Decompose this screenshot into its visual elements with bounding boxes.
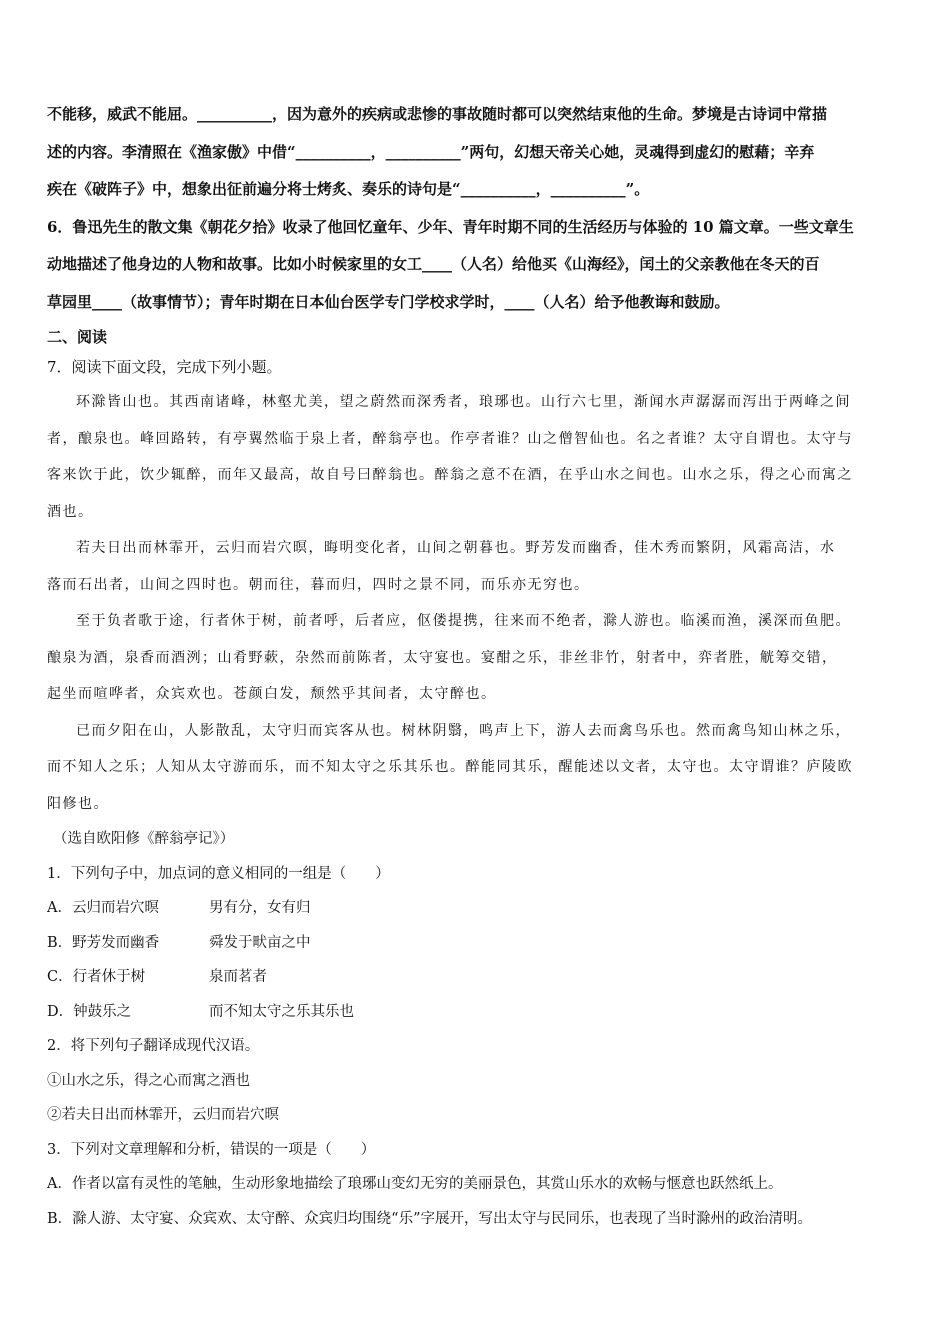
question-stem: 2．将下列句子翻译成现代汉语。 [47,1038,260,1054]
q7-intro: 7．阅读下面文段，完成下列小题。 [47,358,282,376]
option-pair: 舜发于畎亩之中 [209,934,311,951]
translate-item: ②若夫日出而林霏开，云归而岩穴暝 [47,1107,279,1123]
text-line: 不能移，威武不能屈。__________，因为意外的疾病或悲惨的事故随时都可以突然结束他的生命。梦境是古诗词中常描 [47,105,828,123]
option-d [47,995,913,1030]
text-line: 而不知人之乐；人知从太守游而乐，而不知太守之乐其乐也。醉能同其乐，醒能述以文者，太守也。太守谓谁？庐陵欧 [47,759,853,775]
text-line: 酒也。 [47,503,94,520]
text-line: 述的内容。李清照在《渔家傲》中借“__________，__________”两句，幻想天帝关心她，灵魂得到虚幻的慰藉；辛弃 [47,142,815,161]
text-line: 起坐而喧哗者，众宾欢也。苍颜白发，颓然乎其间者，太守醉也。 [47,686,497,702]
text-line: 环滁皆山也。其西南诸峰，林壑尤美，望之蔚然而深秀者，琅琊也。山行六七里，渐闻水声潺潺而泻出于两峰之间 [76,394,851,410]
text-line: 动地描述了他身边的人物和故事。比如小时候家里的女工____（人名）给他买《山海经》，闰土的父亲教他在冬天的百 [47,255,820,273]
option-text: C．行者休于树 [47,969,146,985]
option-a [47,891,913,926]
text-line: 客来饮于此，饮少辄醉，而年又最高，故自号曰醉翁也。醉翁之意不在酒，在乎山水之间也。山水之乐，得之心而寓之 [47,467,853,483]
passage-paragraph [47,713,913,823]
text-line: 疾在《破阵子》中，想象出征前遍分将士烤炙、奏乐的诗句是“__________，__________”。 [47,180,650,198]
option-pair: 而不知太守之乐其乐也 [209,1003,354,1020]
text-line: 草园里____（故事情节）；青年时期在日本仙台医学专门学校求学时，____（人名）给予他教诲和鼓励。 [47,292,730,311]
sub-question-2 [47,1029,913,1133]
question-6 [47,209,913,322]
question-stem: 3．下列对文章理解和分析，错误的一项是（ ） [47,1141,376,1158]
option-text: B．野芳发而幽香 [47,934,160,951]
passage [47,384,913,822]
translate-item: ①山水之乐，得之心而寓之酒也 [47,1072,250,1089]
option-pair: 男有分，女有归 [209,900,311,916]
option-text: D．钟鼓乐之 [47,1003,132,1020]
section-title: 二、阅读 [47,328,108,346]
question-stem: 1．下列句子中，加点词的意义相同的一组是（ ） [47,865,390,882]
q5-continuation [47,96,913,209]
passage-paragraph [47,603,913,713]
text-line: 者，酿泉也。峰回路转，有亭翼然临于泉上者，醉翁亭也。作亭者谁？山之僧智仙也。名之者谁？太守自谓也。太守与 [47,430,853,447]
text-line: 酿泉为酒，泉香而酒洌；山肴野蔌，杂然而前陈者，太守宴也。宴酣之乐，非丝非竹，射者中，弈者胜，觥筹交错， [47,649,838,666]
exam-page [47,96,913,1236]
option-c [47,960,913,995]
option-pair: 泉而茗者 [209,969,267,985]
passage-source: （选自欧阳修《醉翁亭记》） [53,831,235,847]
option-b: B．滁人游、太守宴、众宾欢、太守醉、众宾归均围绕“乐”字展开，写出太守与民同乐，也表现了当时滁州的政治清明。 [47,1210,812,1227]
text-line: 落而石出者，山间之四时也。朝而往，暮而归，四时之景不同，而乐亦无穷也。 [47,576,590,593]
text-line: 若夫日出而林霏开，云归而岩穴暝，晦明变化者，山间之朝暮也。野芳发而幽香，佳木秀而繁阴，风霜高洁，水 [76,540,836,556]
text-line: 阳修也。 [47,795,109,812]
passage-paragraph [47,530,913,603]
text-line: 6．鲁迅先生的散文集《朝花夕拾》收录了他回忆童年、少年、青年时期不同的生活经历与体验的 10 篇文章。一些文章生 [47,217,854,236]
sub-question-1 [47,857,913,1030]
text-line: 至于负者歌于途，行者休于树，前者呼，后者应，伛偻提携，往来而不绝者，滁人游也。临溪而渔，溪深而鱼肥。 [76,613,851,629]
text-line: 已而夕阳在山，人影散乱，太守归而宾客从也。树林阴翳，鸣声上下，游人去而禽鸟乐也。然而禽鸟知山林之乐， [76,722,851,739]
option-b [47,926,913,961]
option-text: A．云归而岩穴暝 [47,900,159,916]
passage-paragraph [47,384,913,530]
option-a: A．作者以富有灵性的笔触，生动形象地描绘了琅琊山变幻无穷的美丽景色，其赏山乐水的欢畅与惬意也跃然纸上。 [47,1176,783,1192]
sub-question-3 [47,1133,913,1237]
